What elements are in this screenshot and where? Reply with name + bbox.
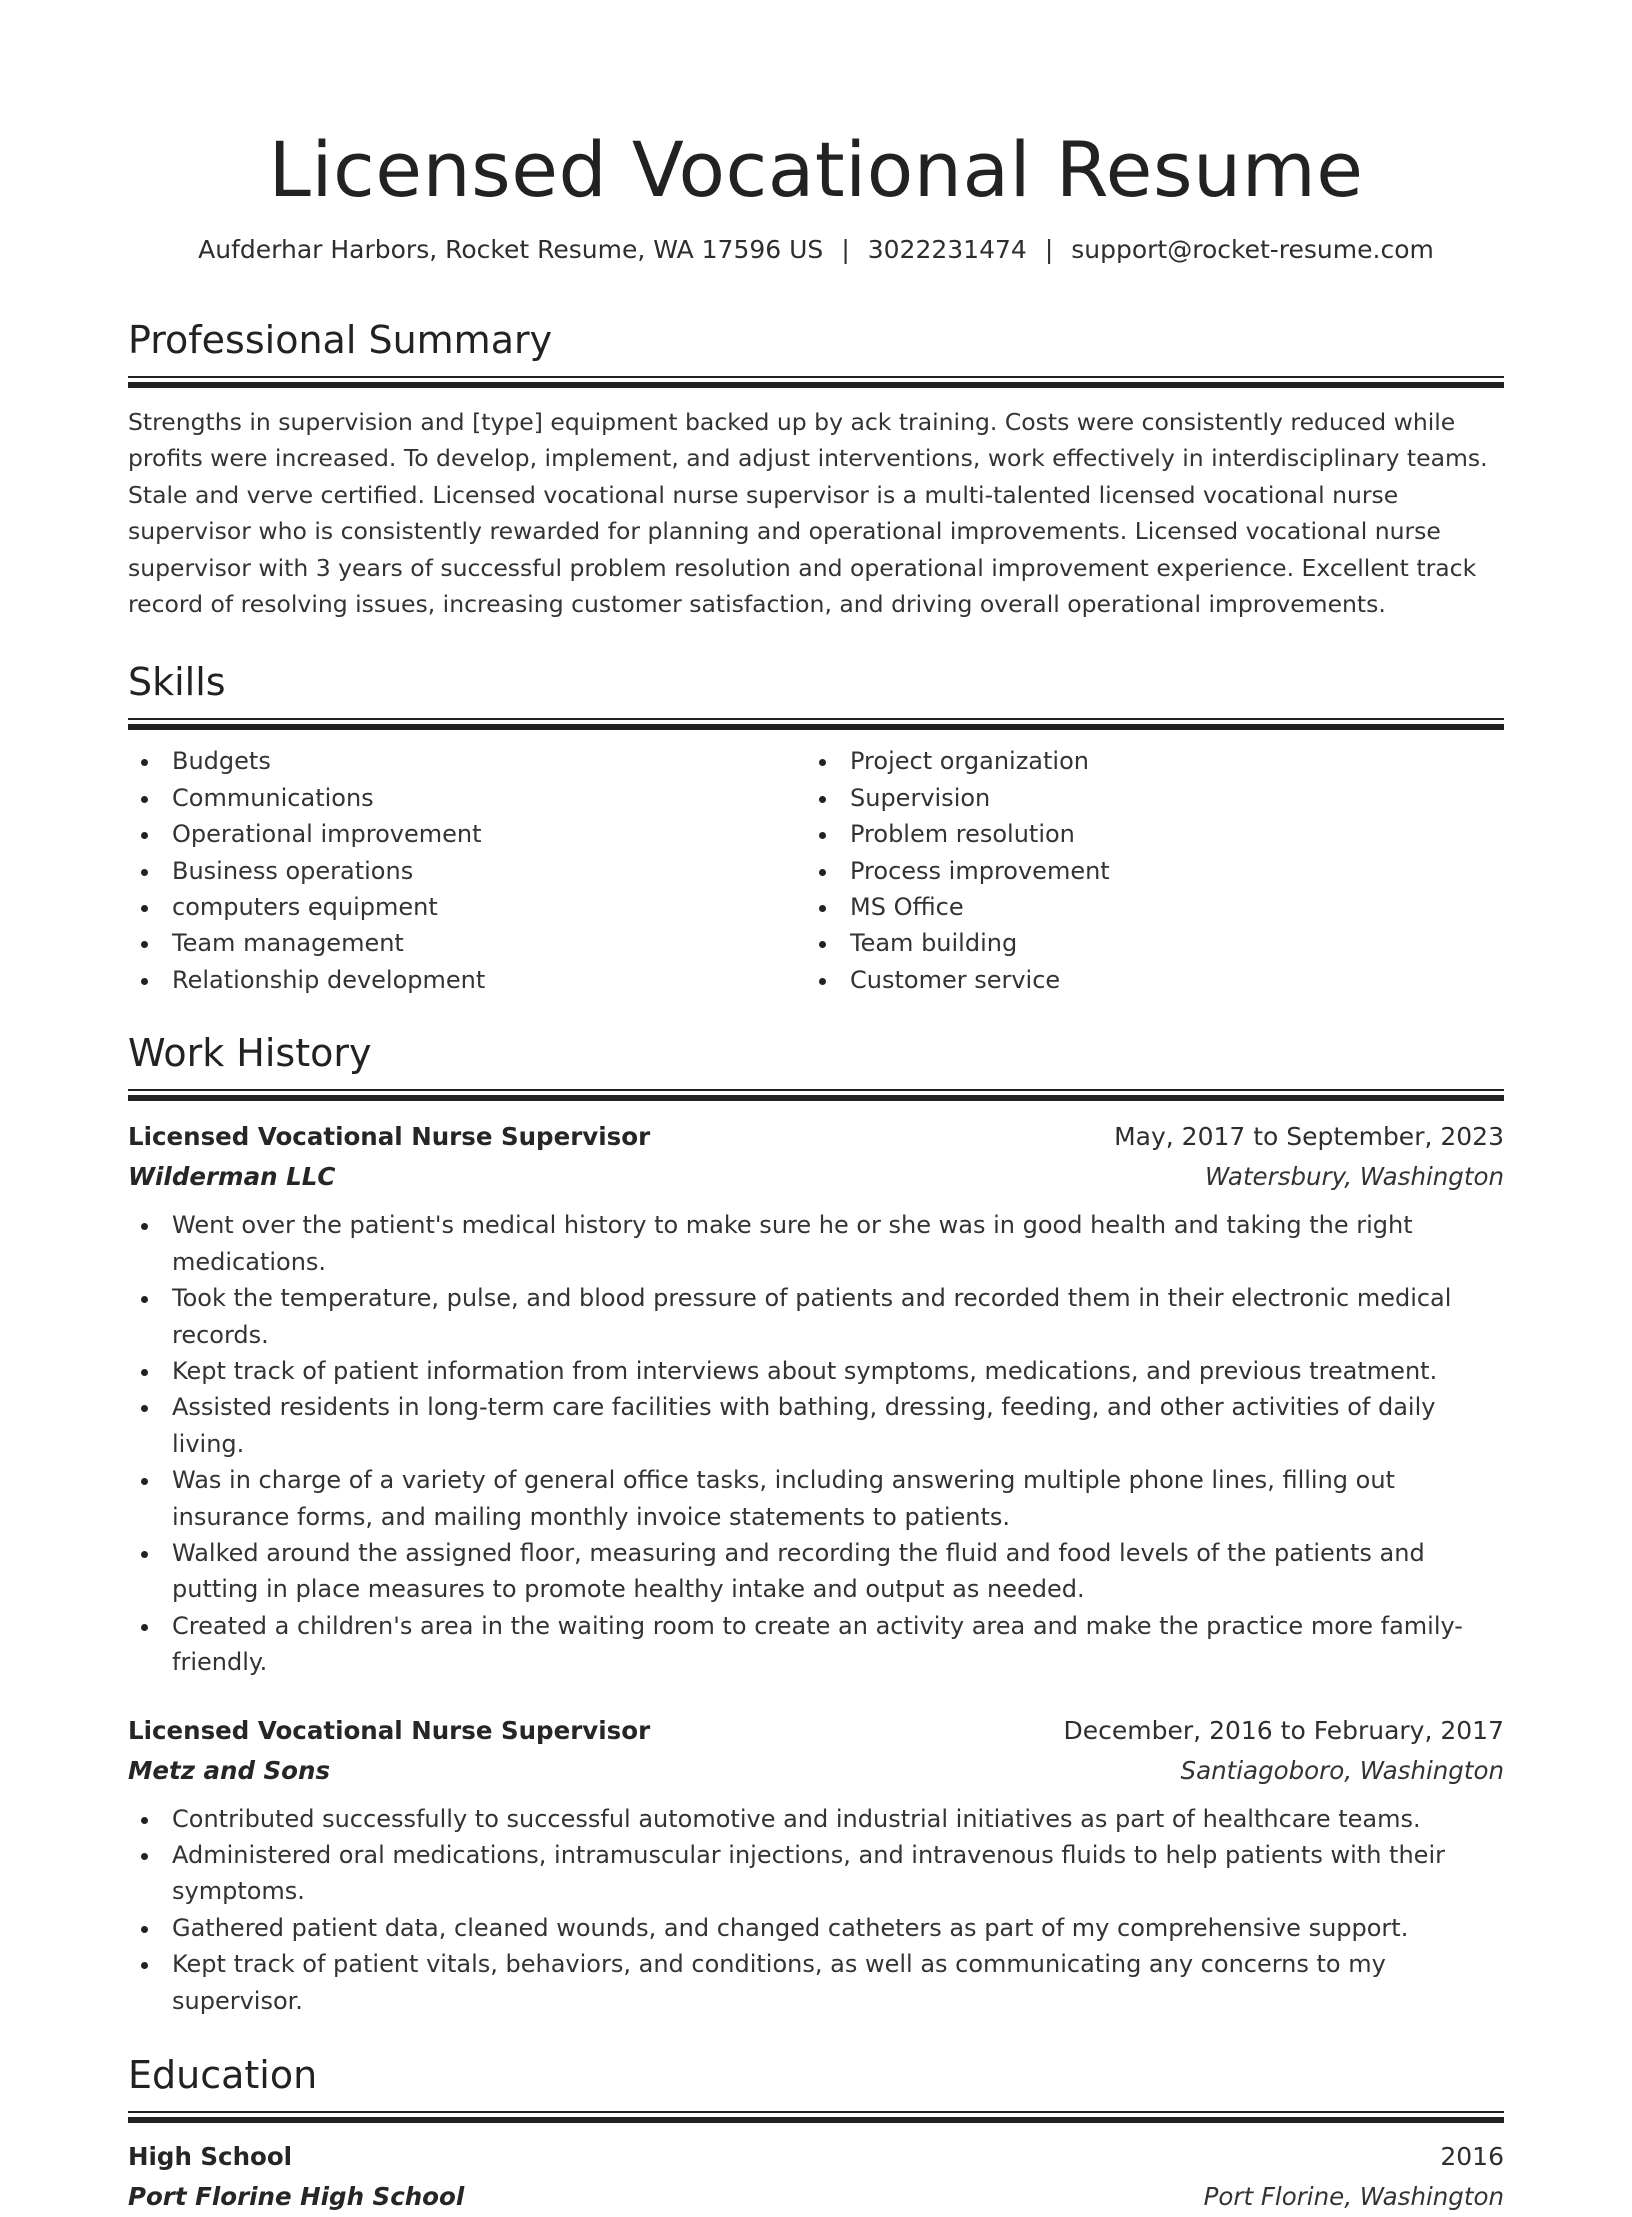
skill-item: Budgets bbox=[128, 743, 806, 779]
job-bullet: Was in charge of a variety of general office tasks, including answering multiple phone lines, filling out insurance forms, and mailing monthly invoice statements to patients. bbox=[128, 1462, 1504, 1535]
work-history-section bbox=[128, 1029, 1504, 2019]
skill-item: Business operations bbox=[128, 853, 806, 889]
job-company: Metz and Sons bbox=[128, 1755, 331, 1785]
section-divider-thick bbox=[128, 2117, 1504, 2123]
job-bullet: Administered oral medications, intramuscular injections, and intravenous fluids to help patients with their symptoms. bbox=[128, 1837, 1504, 1910]
job-company-row bbox=[128, 1157, 1504, 1197]
skill-item: Problem resolution bbox=[806, 816, 1484, 852]
section-title-summary: Professional Summary bbox=[128, 318, 553, 362]
contact-address: Aufderhar Harbors, Rocket Resume, WA 17596 US bbox=[198, 235, 824, 264]
skills-section bbox=[128, 658, 1504, 998]
skills-column-left bbox=[128, 743, 806, 998]
section-title-education: Education bbox=[128, 2053, 318, 2097]
skill-item: Team management bbox=[128, 925, 806, 961]
education-location: Port Florine, Washington bbox=[1203, 2182, 1504, 2211]
job-location: Santiagoboro, Washington bbox=[1180, 1755, 1504, 1785]
job-header-row bbox=[128, 1711, 1504, 1751]
skill-item: Operational improvement bbox=[128, 816, 806, 852]
job-bullet: Kept track of patient information from interviews about symptoms, medications, and previous treatment. bbox=[128, 1353, 1504, 1389]
contact-phone: 3022231474 bbox=[867, 235, 1027, 264]
contact-separator: | bbox=[841, 235, 850, 264]
education-school: Port Florine High School bbox=[128, 2182, 465, 2211]
job-bullet: Took the temperature, pulse, and blood pressure of patients and recorded them in their electronic medical records. bbox=[128, 1280, 1504, 1353]
summary-section bbox=[128, 316, 1504, 622]
job-bullet: Walked around the assigned floor, measuring and recording the fluid and food levels of the patients and putting in place measures to promote healthy intake and output as needed. bbox=[128, 1535, 1504, 1608]
job-bullet: Kept track of patient vitals, behaviors, and conditions, as well as communicating any concerns to my supervisor. bbox=[128, 1946, 1504, 2019]
education-header-row bbox=[128, 2137, 1504, 2177]
job-bullets bbox=[128, 1801, 1504, 2019]
education-year: 2016 bbox=[1440, 2142, 1504, 2171]
contact-email: support@rocket-resume.com bbox=[1071, 235, 1434, 264]
skill-item: Project organization bbox=[806, 743, 1484, 779]
job-bullets bbox=[128, 1207, 1504, 1680]
skill-item: Customer service bbox=[806, 962, 1484, 998]
skill-item: Communications bbox=[128, 780, 806, 816]
job-bullet: Assisted residents in long-term care facilities with bathing, dressing, feeding, and other activities of daily living. bbox=[128, 1389, 1504, 1462]
contact-separator: | bbox=[1044, 235, 1054, 264]
job-header-row bbox=[128, 1117, 1504, 1157]
job-location: Watersbury, Washington bbox=[1205, 1162, 1504, 1192]
job-dates: December, 2016 to February, 2017 bbox=[1063, 1715, 1504, 1745]
resume-page bbox=[128, 0, 1504, 2217]
section-divider bbox=[128, 2111, 1504, 2113]
skill-item: MS Office bbox=[806, 889, 1484, 925]
contact-line bbox=[128, 232, 1504, 268]
section-title-skills: Skills bbox=[128, 660, 226, 705]
job-bullet: Created a children's area in the waiting room to create an activity area and make the practice more family-friendly. bbox=[128, 1608, 1504, 1681]
education-school-row bbox=[128, 2177, 1504, 2217]
resume-title: Licensed Vocational Resume bbox=[268, 125, 1364, 214]
education-section bbox=[128, 2051, 1504, 2217]
job-dates: May, 2017 to September, 2023 bbox=[1114, 1122, 1504, 1152]
skill-item: Process improvement bbox=[806, 853, 1484, 889]
section-divider-thick bbox=[128, 724, 1504, 730]
summary-text: Strengths in supervision and [type] equipment backed up by ack training. Costs were consistently reduced while profits were increased. To develop, implement, and adjust interventions, work effectively in interdisciplinary teams. Stale and verve certified. Licensed vocational nurse supervisor is a multi-talented licensed vocational nurse supervisor who is consistently rewarded for planning and operational improvements. Licensed vocational nurse supervisor with 3 years of successful problem resolution and operational improvement experience. Excellent track record of resolving issues, increasing customer satisfaction, and driving overall operational improvements. bbox=[128, 408, 1488, 619]
section-divider-thick bbox=[128, 382, 1504, 388]
section-title-work-history: Work History bbox=[128, 1031, 372, 1076]
job-bullet: Went over the patient's medical history to make sure he or she was in good health and taking the right medications. bbox=[128, 1207, 1504, 1280]
education-entry bbox=[128, 2137, 1504, 2217]
education-degree: High School bbox=[128, 2142, 293, 2171]
skill-item: Team building bbox=[806, 925, 1484, 961]
skill-item: Relationship development bbox=[128, 962, 806, 998]
skill-item: Supervision bbox=[806, 780, 1484, 816]
skills-grid bbox=[128, 743, 1504, 998]
section-divider bbox=[128, 1089, 1504, 1091]
job-entry bbox=[128, 1117, 1504, 1680]
job-entry bbox=[128, 1711, 1504, 2019]
job-bullet: Contributed successfully to successful automotive and industrial initiatives as part of healthcare teams. bbox=[128, 1801, 1504, 1837]
job-bullet: Gathered patient data, cleaned wounds, and changed catheters as part of my comprehensive support. bbox=[128, 1910, 1504, 1946]
job-title: Licensed Vocational Nurse Supervisor bbox=[128, 1122, 651, 1152]
section-divider-thick bbox=[128, 1095, 1504, 1101]
job-company: Wilderman LLC bbox=[128, 1162, 336, 1192]
section-divider bbox=[128, 376, 1504, 378]
skill-item: computers equipment bbox=[128, 889, 806, 925]
section-divider bbox=[128, 718, 1504, 720]
job-company-row bbox=[128, 1751, 1504, 1791]
skills-column-right bbox=[806, 743, 1484, 998]
job-title: Licensed Vocational Nurse Supervisor bbox=[128, 1715, 651, 1745]
